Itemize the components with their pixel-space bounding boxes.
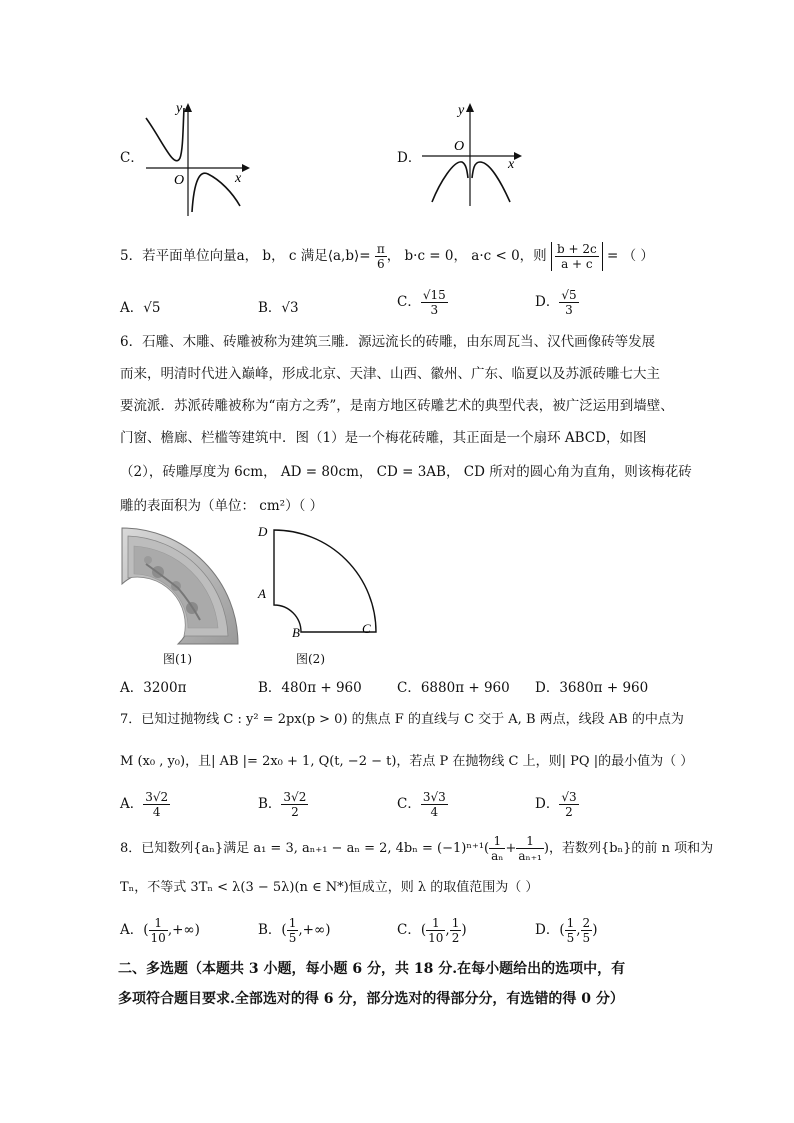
fig1-brick-carving <box>118 524 242 648</box>
q8-line-2: Tₙ，不等式 3Tₙ < λ(3 − 5λ)(n ∈ N*)恒成立，则 λ 的取值范围为（ ） <box>120 880 539 895</box>
graph-c-x: x <box>235 171 242 186</box>
fig2-label-b: B <box>292 625 300 640</box>
q6-line-5: （2），砖雕厚度为 6cm， AD = 80cm， CD = 3AB， CD 所对的圆心角为直角，则该梅花砖 <box>120 464 692 480</box>
q5-option-c: C． $\frac{√15}{3}$ <box>397 288 446 317</box>
q6-line-4: 门窗、檐廊、栏槛等建筑中．图（1）是一个梅花砖雕，其正面是一个扇环 ABCD，如图 <box>120 430 647 446</box>
q6-option-d: D．3680π + 960 <box>535 680 649 696</box>
q5-stem: 5．若平面单位向量a， b， c 满足⟨a,b⟩= $\frac{\pi}{6}$ ， b·c = 0， a·c < 0，则 $\frac{b + 2c}{a + c}$ = （ ） <box>120 242 654 271</box>
q5-option-a: A．√5 <box>120 300 161 316</box>
q7-option-b: B． $\frac{3√2}{2}$ <box>258 790 307 819</box>
q7-option-d: D． $\frac{√3}{2}$ <box>535 790 577 819</box>
q6-line-1: 6．石雕、木雕、砖雕被称为建筑三雕．源远流长的砖雕，由东周瓦当、汉代画像砖等发展 <box>120 334 656 350</box>
q7-line-1: 7．已知过抛物线 C : y² = 2px(p > 0) 的焦点 F 的直线与 C 交于 A, B 两点，线段 AB 的中点为 <box>120 712 684 727</box>
fig2-label-c: C <box>362 621 371 636</box>
q5-option-d: D． $\frac{√5}{3}$ <box>535 288 577 317</box>
fig2-annular-sector <box>250 520 380 642</box>
q6-option-c: C．6880π + 960 <box>397 680 510 696</box>
q8-option-c: C．( $\frac{1}{10}$ , $\frac{1}{2}$ ) <box>397 916 467 945</box>
fig2-caption: 图(2) <box>296 652 325 666</box>
q6-line-2: 而来，明清时代进入巅峰，形成北京、天津、山西、徽州、广东、临夏以及苏派砖雕七大主 <box>120 366 660 382</box>
q6-option-a: A．3200π <box>120 680 187 696</box>
section2-heading-line-2: 多项符合题目要求.全部选对的得 6 分，部分选对的得部分分，有选错的得 0 分） <box>118 991 624 1007</box>
fig1-caption: 图(1) <box>163 652 192 666</box>
q8-option-d: D．( $\frac{1}{5}$ , $\frac{2}{5}$ ) <box>535 916 598 945</box>
q6-option-b: B．480π + 960 <box>258 680 362 696</box>
q7-option-a: A． $\frac{3√2}{4}$ <box>120 790 169 819</box>
q5-option-b: B．√3 <box>258 300 299 316</box>
q7-line-2: M (x₀ , y₀)，且| AB |= 2x₀ + 1, Q(t, −2 − t)，若点 P 在抛物线 C 上，则| PQ |的最小值为（ ） <box>120 754 694 769</box>
graph-d-x: x <box>508 157 515 172</box>
option-d-label: D． <box>397 150 422 166</box>
q6-line-6: 雕的表面积为（单位： cm²）（ ） <box>120 498 324 514</box>
fig2-label-d: D <box>258 524 268 539</box>
option-c-label: C． <box>120 150 144 166</box>
graph-d-origin: O <box>454 139 465 154</box>
graph-c-y: y <box>176 101 183 116</box>
graph-c <box>140 100 250 218</box>
q8-option-a: A．( $\frac{1}{10}$ ,+∞) <box>120 916 200 945</box>
graph-d-y: y <box>458 103 465 118</box>
q8-line-1: 8．已知数列{aₙ}满足 a₁ = 3, aₙ₊₁ − aₙ = 2, 4bₙ = (−1)ⁿ⁺¹( $\frac{1}{\text{aₙ}}$ + $\frac{1}{\text{aₙ₊₁}}$ )，若数列{bₙ}的前 n 项和为 <box>120 834 714 863</box>
graph-c-origin: O <box>174 173 185 188</box>
q7-option-c: C． $\frac{3√3}{4}$ <box>397 790 446 819</box>
graph-d <box>418 100 530 212</box>
q6-line-3: 要流派．苏派砖雕被称为“南方之秀”，是南方地区砖雕艺术的典型代表，被广泛运用到墙壁、 <box>120 398 674 414</box>
q8-option-b: B．( $\frac{1}{5}$ ,+∞) <box>258 916 331 945</box>
q5-abs-fraction: $\frac{b + 2c}{a + c}$ <box>551 242 603 271</box>
fig2-label-a: A <box>258 586 266 601</box>
section2-heading-line-1: 二、多选题（本题共 3 小题，每小题 6 分，共 18 分.在每小题给出的选项中，有 <box>118 961 626 977</box>
